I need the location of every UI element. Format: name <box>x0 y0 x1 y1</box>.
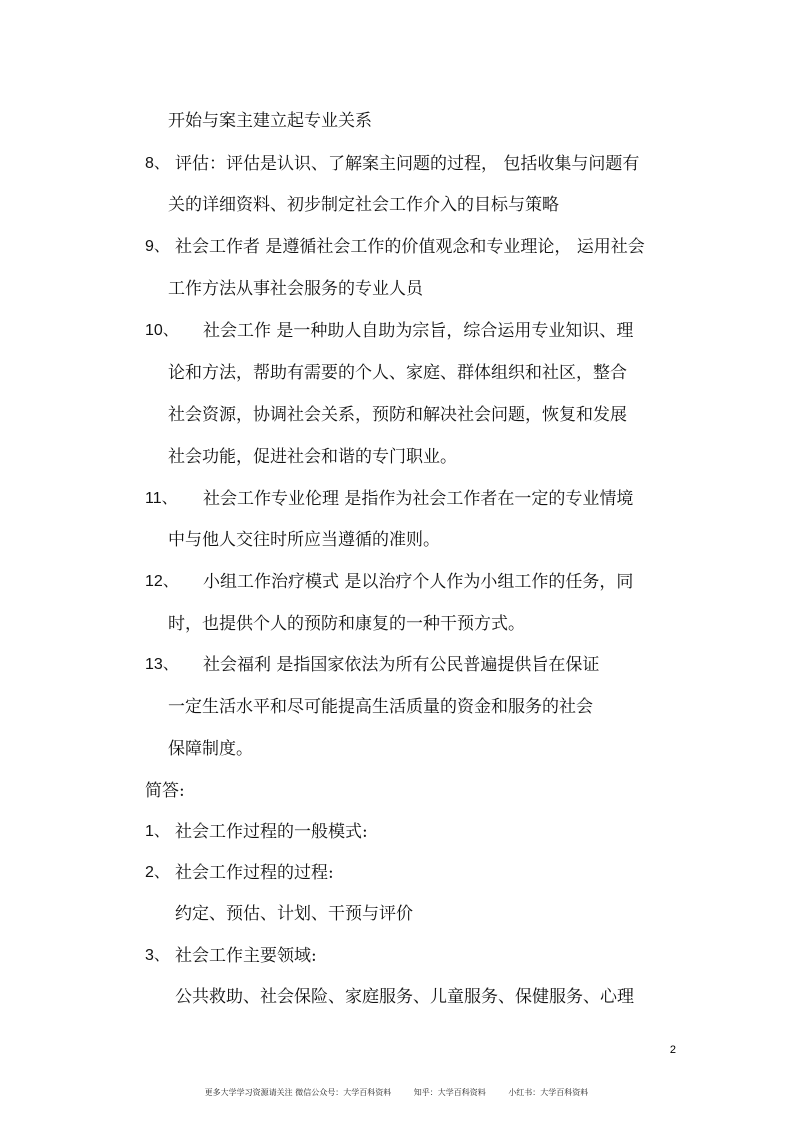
page-footer <box>0 1087 793 1098</box>
q2-number: 2、 <box>145 864 170 881</box>
footer-zhihu-text: 知乎：大学百科资料 <box>413 1088 486 1097</box>
item12-line1: 小组工作治疗模式 是以治疗个人作为小组工作的任务，同 <box>203 572 634 592</box>
item10-number: 10、 <box>145 322 179 339</box>
item9-line2: 工作方法从事社会服务的专业人员 <box>168 279 423 299</box>
q2-answer: 约定、预估、计划、干预与评价 <box>175 904 413 924</box>
item12-number: 12、 <box>145 573 179 590</box>
item13-line1: 社会福利 是指国家依法为所有公民普遍提供旨在保证 <box>203 655 600 675</box>
item10-line1: 社会工作 是一种助人自助为宗旨，综合运用专业知识、理 <box>203 321 634 341</box>
q1-text: 社会工作过程的一般模式: <box>175 822 368 842</box>
q3-answer: 公共救助、社会保险、家庭服务、儿童服务、保健服务、心理 <box>175 987 634 1007</box>
item13-number: 13、 <box>145 656 179 673</box>
item11-line2: 中与他人交往时所应当遵循的准则。 <box>168 530 440 550</box>
item9-number: 9、 <box>145 238 170 255</box>
item11-line1: 社会工作专业伦理 是指作为社会工作者在一定的专业情境 <box>203 489 634 509</box>
q1-number: 1、 <box>145 823 170 840</box>
item13-line3: 保障制度。 <box>168 739 253 759</box>
item7-tail-text: 开始与案主建立起专业关系 <box>168 111 372 131</box>
q3-text: 社会工作主要领域: <box>175 946 317 966</box>
page-number: 2 <box>669 1044 676 1056</box>
item9-line1: 社会工作者 是遵循社会工作的价值观念和专业理论， 运用社会 <box>175 237 645 257</box>
item10-line2: 论和方法，帮助有需要的个人、家庭、群体组织和社区，整合 <box>168 363 627 383</box>
short-answer-heading: 简答: <box>145 781 185 801</box>
item10-line4: 社会功能，促进社会和谐的专门职业。 <box>168 447 457 467</box>
item13-line2: 一定生活水平和尽可能提高生活质量的资金和服务的社会 <box>168 697 593 717</box>
item11-number: 11、 <box>145 490 178 507</box>
footer-wechat-text: 更多大学学习资源请关注 微信公众号：大学百科资料 <box>204 1088 392 1097</box>
item8-number: 8、 <box>145 155 170 172</box>
item12-line2: 时，也提供个人的预防和康复的一种干预方式。 <box>168 614 525 634</box>
q2-text: 社会工作过程的过程: <box>175 863 334 883</box>
footer-xiaohongshu-text: 小红书：大学百科资料 <box>508 1088 589 1097</box>
item10-line3: 社会资源，协调社会关系，预防和解决社会问题，恢复和发展 <box>168 405 627 425</box>
item8-line2: 关的详细资料、初步制定社会工作介入的目标与策略 <box>168 195 559 215</box>
q3-number: 3、 <box>145 947 170 964</box>
item8-line1: 评估：评估是认识、了解案主问题的过程， 包括收集与问题有 <box>175 154 640 174</box>
